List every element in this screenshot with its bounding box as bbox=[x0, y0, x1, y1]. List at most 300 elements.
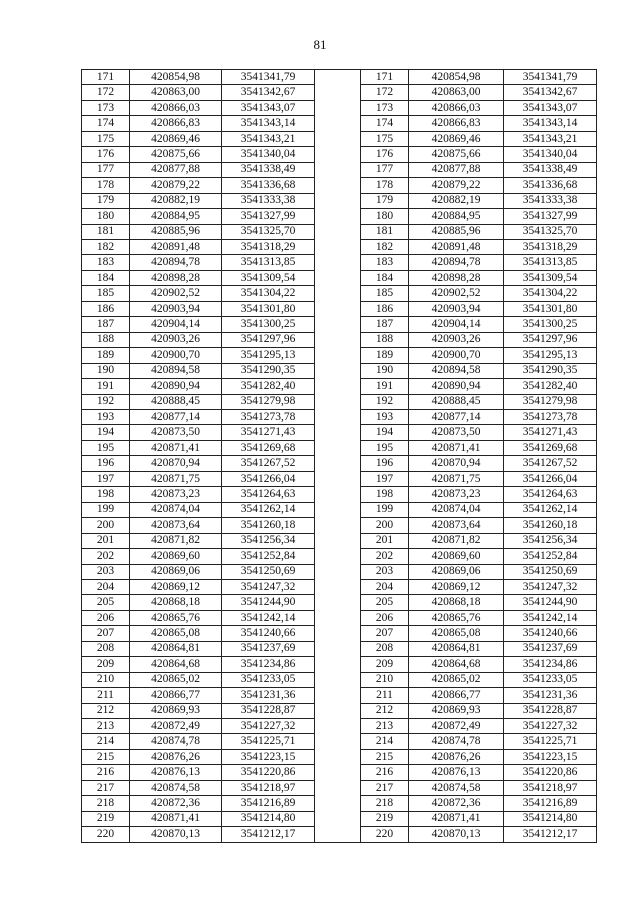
left-y-coordinate-cell: 3541244,90 bbox=[222, 595, 315, 610]
left-x-coordinate-cell: 420870,94 bbox=[130, 456, 222, 471]
left-y-coordinate-cell: 3541295,13 bbox=[222, 348, 315, 363]
right-point-number-cell: 184 bbox=[361, 270, 409, 285]
left-x-coordinate-cell: 420877,88 bbox=[130, 162, 222, 177]
left-x-coordinate-cell: 420894,78 bbox=[130, 255, 222, 270]
right-y-coordinate-cell: 3541271,43 bbox=[504, 425, 597, 440]
left-point-number-cell: 200 bbox=[82, 518, 130, 533]
column-gap bbox=[315, 579, 361, 594]
right-x-coordinate-cell: 420890,94 bbox=[409, 379, 504, 394]
left-y-coordinate-cell: 3541309,54 bbox=[222, 270, 315, 285]
table-row bbox=[82, 827, 597, 842]
left-y-coordinate-cell: 3541247,32 bbox=[222, 579, 315, 594]
table-row bbox=[82, 657, 597, 672]
left-point-number-cell: 202 bbox=[82, 549, 130, 564]
right-x-coordinate-cell: 420903,26 bbox=[409, 332, 504, 347]
left-y-coordinate-cell: 3541216,89 bbox=[222, 796, 315, 811]
left-y-coordinate-cell: 3541234,86 bbox=[222, 657, 315, 672]
left-point-number-cell: 182 bbox=[82, 239, 130, 254]
right-y-coordinate-cell: 3541282,40 bbox=[504, 379, 597, 394]
left-x-coordinate-cell: 420864,81 bbox=[130, 641, 222, 656]
left-y-coordinate-cell: 3541227,32 bbox=[222, 719, 315, 734]
left-y-coordinate-cell: 3541269,68 bbox=[222, 440, 315, 455]
right-point-number-cell: 173 bbox=[361, 100, 409, 115]
right-x-coordinate-cell: 420870,94 bbox=[409, 456, 504, 471]
left-y-coordinate-cell: 3541256,34 bbox=[222, 533, 315, 548]
right-y-coordinate-cell: 3541341,79 bbox=[504, 70, 597, 85]
table-row bbox=[82, 487, 597, 502]
right-y-coordinate-cell: 3541273,78 bbox=[504, 409, 597, 424]
left-point-number-cell: 203 bbox=[82, 564, 130, 579]
right-point-number-cell: 178 bbox=[361, 178, 409, 193]
left-point-number-cell: 178 bbox=[82, 178, 130, 193]
right-x-coordinate-cell: 420854,98 bbox=[409, 70, 504, 85]
left-y-coordinate-cell: 3541220,86 bbox=[222, 765, 315, 780]
right-x-coordinate-cell: 420872,36 bbox=[409, 796, 504, 811]
right-y-coordinate-cell: 3541240,66 bbox=[504, 626, 597, 641]
right-y-coordinate-cell: 3541336,68 bbox=[504, 178, 597, 193]
column-gap bbox=[315, 487, 361, 502]
left-point-number-cell: 185 bbox=[82, 286, 130, 301]
right-point-number-cell: 202 bbox=[361, 549, 409, 564]
left-point-number-cell: 198 bbox=[82, 487, 130, 502]
left-x-coordinate-cell: 420903,94 bbox=[130, 301, 222, 316]
right-x-coordinate-cell: 420874,04 bbox=[409, 502, 504, 517]
left-point-number-cell: 214 bbox=[82, 734, 130, 749]
right-y-coordinate-cell: 3541231,36 bbox=[504, 688, 597, 703]
left-point-number-cell: 219 bbox=[82, 811, 130, 826]
right-point-number-cell: 175 bbox=[361, 131, 409, 146]
right-y-coordinate-cell: 3541242,14 bbox=[504, 610, 597, 625]
column-gap bbox=[315, 641, 361, 656]
left-point-number-cell: 172 bbox=[82, 85, 130, 100]
left-x-coordinate-cell: 420900,70 bbox=[130, 348, 222, 363]
right-y-coordinate-cell: 3541237,69 bbox=[504, 641, 597, 656]
left-x-coordinate-cell: 420865,02 bbox=[130, 672, 222, 687]
table-row bbox=[82, 85, 597, 100]
right-point-number-cell: 205 bbox=[361, 595, 409, 610]
column-gap bbox=[315, 425, 361, 440]
left-point-number-cell: 177 bbox=[82, 162, 130, 177]
column-gap bbox=[315, 409, 361, 424]
left-point-number-cell: 186 bbox=[82, 301, 130, 316]
table-row bbox=[82, 518, 597, 533]
column-gap bbox=[315, 657, 361, 672]
right-x-coordinate-cell: 420869,06 bbox=[409, 564, 504, 579]
right-y-coordinate-cell: 3541214,80 bbox=[504, 811, 597, 826]
left-y-coordinate-cell: 3541300,25 bbox=[222, 317, 315, 332]
right-x-coordinate-cell: 420877,14 bbox=[409, 409, 504, 424]
left-y-coordinate-cell: 3541333,38 bbox=[222, 193, 315, 208]
left-y-coordinate-cell: 3541231,36 bbox=[222, 688, 315, 703]
left-y-coordinate-cell: 3541290,35 bbox=[222, 363, 315, 378]
right-y-coordinate-cell: 3541313,85 bbox=[504, 255, 597, 270]
right-point-number-cell: 192 bbox=[361, 394, 409, 409]
left-point-number-cell: 201 bbox=[82, 533, 130, 548]
table-row bbox=[82, 564, 597, 579]
left-x-coordinate-cell: 420868,18 bbox=[130, 595, 222, 610]
left-point-number-cell: 190 bbox=[82, 363, 130, 378]
right-point-number-cell: 213 bbox=[361, 719, 409, 734]
right-x-coordinate-cell: 420870,13 bbox=[409, 827, 504, 842]
right-point-number-cell: 215 bbox=[361, 749, 409, 764]
column-gap bbox=[315, 224, 361, 239]
right-y-coordinate-cell: 3541300,25 bbox=[504, 317, 597, 332]
left-x-coordinate-cell: 420888,45 bbox=[130, 394, 222, 409]
table-row bbox=[82, 688, 597, 703]
column-gap bbox=[315, 719, 361, 734]
right-y-coordinate-cell: 3541212,17 bbox=[504, 827, 597, 842]
right-x-coordinate-cell: 420872,49 bbox=[409, 719, 504, 734]
column-gap bbox=[315, 703, 361, 718]
table-row bbox=[82, 317, 597, 332]
right-x-coordinate-cell: 420865,08 bbox=[409, 626, 504, 641]
right-point-number-cell: 174 bbox=[361, 116, 409, 131]
left-x-coordinate-cell: 420876,13 bbox=[130, 765, 222, 780]
right-y-coordinate-cell: 3541225,71 bbox=[504, 734, 597, 749]
right-y-coordinate-cell: 3541266,04 bbox=[504, 471, 597, 486]
left-point-number-cell: 210 bbox=[82, 672, 130, 687]
right-point-number-cell: 201 bbox=[361, 533, 409, 548]
left-y-coordinate-cell: 3541342,67 bbox=[222, 85, 315, 100]
right-point-number-cell: 218 bbox=[361, 796, 409, 811]
right-x-coordinate-cell: 420904,14 bbox=[409, 317, 504, 332]
right-y-coordinate-cell: 3541343,21 bbox=[504, 131, 597, 146]
table-row bbox=[82, 147, 597, 162]
left-point-number-cell: 179 bbox=[82, 193, 130, 208]
left-point-number-cell: 183 bbox=[82, 255, 130, 270]
column-gap bbox=[315, 549, 361, 564]
left-point-number-cell: 173 bbox=[82, 100, 130, 115]
left-point-number-cell: 181 bbox=[82, 224, 130, 239]
right-x-coordinate-cell: 420873,50 bbox=[409, 425, 504, 440]
left-x-coordinate-cell: 420894,58 bbox=[130, 363, 222, 378]
right-point-number-cell: 187 bbox=[361, 317, 409, 332]
left-point-number-cell: 213 bbox=[82, 719, 130, 734]
right-point-number-cell: 189 bbox=[361, 348, 409, 363]
right-x-coordinate-cell: 420866,03 bbox=[409, 100, 504, 115]
right-y-coordinate-cell: 3541342,67 bbox=[504, 85, 597, 100]
left-y-coordinate-cell: 3541262,14 bbox=[222, 502, 315, 517]
right-y-coordinate-cell: 3541247,32 bbox=[504, 579, 597, 594]
right-x-coordinate-cell: 420868,18 bbox=[409, 595, 504, 610]
left-y-coordinate-cell: 3541343,07 bbox=[222, 100, 315, 115]
left-x-coordinate-cell: 420865,76 bbox=[130, 610, 222, 625]
right-x-coordinate-cell: 420869,93 bbox=[409, 703, 504, 718]
right-point-number-cell: 181 bbox=[361, 224, 409, 239]
right-point-number-cell: 203 bbox=[361, 564, 409, 579]
left-y-coordinate-cell: 3541233,05 bbox=[222, 672, 315, 687]
left-x-coordinate-cell: 420869,60 bbox=[130, 549, 222, 564]
right-x-coordinate-cell: 420873,23 bbox=[409, 487, 504, 502]
left-y-coordinate-cell: 3541336,68 bbox=[222, 178, 315, 193]
right-y-coordinate-cell: 3541262,14 bbox=[504, 502, 597, 517]
left-point-number-cell: 211 bbox=[82, 688, 130, 703]
column-gap bbox=[315, 301, 361, 316]
left-point-number-cell: 215 bbox=[82, 749, 130, 764]
right-point-number-cell: 193 bbox=[361, 409, 409, 424]
left-y-coordinate-cell: 3541228,87 bbox=[222, 703, 315, 718]
right-point-number-cell: 211 bbox=[361, 688, 409, 703]
left-x-coordinate-cell: 420879,22 bbox=[130, 178, 222, 193]
left-y-coordinate-cell: 3541223,15 bbox=[222, 749, 315, 764]
left-y-coordinate-cell: 3541304,22 bbox=[222, 286, 315, 301]
right-point-number-cell: 177 bbox=[361, 162, 409, 177]
table-row bbox=[82, 502, 597, 517]
table-row bbox=[82, 703, 597, 718]
left-y-coordinate-cell: 3541338,49 bbox=[222, 162, 315, 177]
left-y-coordinate-cell: 3541340,04 bbox=[222, 147, 315, 162]
left-y-coordinate-cell: 3541297,96 bbox=[222, 332, 315, 347]
left-x-coordinate-cell: 420890,94 bbox=[130, 379, 222, 394]
left-point-number-cell: 216 bbox=[82, 765, 130, 780]
left-x-coordinate-cell: 420903,26 bbox=[130, 332, 222, 347]
left-x-coordinate-cell: 420865,08 bbox=[130, 626, 222, 641]
left-point-number-cell: 187 bbox=[82, 317, 130, 332]
right-point-number-cell: 176 bbox=[361, 147, 409, 162]
right-point-number-cell: 210 bbox=[361, 672, 409, 687]
left-y-coordinate-cell: 3541301,80 bbox=[222, 301, 315, 316]
left-y-coordinate-cell: 3541343,14 bbox=[222, 116, 315, 131]
right-point-number-cell: 190 bbox=[361, 363, 409, 378]
left-x-coordinate-cell: 420885,96 bbox=[130, 224, 222, 239]
left-y-coordinate-cell: 3541341,79 bbox=[222, 70, 315, 85]
right-y-coordinate-cell: 3541333,38 bbox=[504, 193, 597, 208]
left-x-coordinate-cell: 420869,12 bbox=[130, 579, 222, 594]
right-x-coordinate-cell: 420871,41 bbox=[409, 811, 504, 826]
table-row bbox=[82, 780, 597, 795]
right-y-coordinate-cell: 3541244,90 bbox=[504, 595, 597, 610]
left-x-coordinate-cell: 420869,93 bbox=[130, 703, 222, 718]
table-row bbox=[82, 394, 597, 409]
table-row bbox=[82, 409, 597, 424]
left-x-coordinate-cell: 420871,82 bbox=[130, 533, 222, 548]
right-x-coordinate-cell: 420875,66 bbox=[409, 147, 504, 162]
right-y-coordinate-cell: 3541301,80 bbox=[504, 301, 597, 316]
column-gap bbox=[315, 379, 361, 394]
right-x-coordinate-cell: 420903,94 bbox=[409, 301, 504, 316]
left-point-number-cell: 184 bbox=[82, 270, 130, 285]
right-x-coordinate-cell: 420898,28 bbox=[409, 270, 504, 285]
table-row bbox=[82, 255, 597, 270]
column-gap bbox=[315, 780, 361, 795]
left-x-coordinate-cell: 420866,83 bbox=[130, 116, 222, 131]
left-point-number-cell: 199 bbox=[82, 502, 130, 517]
right-point-number-cell: 209 bbox=[361, 657, 409, 672]
left-x-coordinate-cell: 420872,36 bbox=[130, 796, 222, 811]
table-row bbox=[82, 286, 597, 301]
left-point-number-cell: 196 bbox=[82, 456, 130, 471]
left-y-coordinate-cell: 3541214,80 bbox=[222, 811, 315, 826]
column-gap bbox=[315, 332, 361, 347]
right-x-coordinate-cell: 420894,78 bbox=[409, 255, 504, 270]
right-point-number-cell: 194 bbox=[361, 425, 409, 440]
table-row bbox=[82, 100, 597, 115]
left-y-coordinate-cell: 3541264,63 bbox=[222, 487, 315, 502]
right-y-coordinate-cell: 3541279,98 bbox=[504, 394, 597, 409]
right-y-coordinate-cell: 3541227,32 bbox=[504, 719, 597, 734]
left-x-coordinate-cell: 420869,06 bbox=[130, 564, 222, 579]
left-x-coordinate-cell: 420854,98 bbox=[130, 70, 222, 85]
left-x-coordinate-cell: 420891,48 bbox=[130, 239, 222, 254]
left-y-coordinate-cell: 3541282,40 bbox=[222, 379, 315, 394]
table-row bbox=[82, 116, 597, 131]
right-point-number-cell: 216 bbox=[361, 765, 409, 780]
right-x-coordinate-cell: 420874,58 bbox=[409, 780, 504, 795]
right-y-coordinate-cell: 3541234,86 bbox=[504, 657, 597, 672]
right-point-number-cell: 220 bbox=[361, 827, 409, 842]
column-gap bbox=[315, 502, 361, 517]
left-x-coordinate-cell: 420866,03 bbox=[130, 100, 222, 115]
table-row bbox=[82, 719, 597, 734]
right-y-coordinate-cell: 3541220,86 bbox=[504, 765, 597, 780]
column-gap bbox=[315, 811, 361, 826]
table-row bbox=[82, 270, 597, 285]
table-row bbox=[82, 796, 597, 811]
left-x-coordinate-cell: 420884,95 bbox=[130, 209, 222, 224]
column-gap bbox=[315, 209, 361, 224]
left-x-coordinate-cell: 420877,14 bbox=[130, 409, 222, 424]
right-y-coordinate-cell: 3541318,29 bbox=[504, 239, 597, 254]
right-x-coordinate-cell: 420879,22 bbox=[409, 178, 504, 193]
right-point-number-cell: 204 bbox=[361, 579, 409, 594]
column-gap bbox=[315, 688, 361, 703]
column-gap bbox=[315, 734, 361, 749]
table-row bbox=[82, 425, 597, 440]
left-y-coordinate-cell: 3541279,98 bbox=[222, 394, 315, 409]
column-gap bbox=[315, 286, 361, 301]
left-point-number-cell: 206 bbox=[82, 610, 130, 625]
left-point-number-cell: 195 bbox=[82, 440, 130, 455]
left-point-number-cell: 205 bbox=[82, 595, 130, 610]
column-gap bbox=[315, 456, 361, 471]
column-gap bbox=[315, 85, 361, 100]
left-x-coordinate-cell: 420882,19 bbox=[130, 193, 222, 208]
right-x-coordinate-cell: 420873,64 bbox=[409, 518, 504, 533]
right-point-number-cell: 199 bbox=[361, 502, 409, 517]
column-gap bbox=[315, 239, 361, 254]
right-y-coordinate-cell: 3541216,89 bbox=[504, 796, 597, 811]
right-point-number-cell: 188 bbox=[361, 332, 409, 347]
table-row bbox=[82, 734, 597, 749]
left-point-number-cell: 204 bbox=[82, 579, 130, 594]
left-point-number-cell: 194 bbox=[82, 425, 130, 440]
coordinates-table bbox=[81, 69, 597, 843]
right-point-number-cell: 214 bbox=[361, 734, 409, 749]
page-number: 81 bbox=[313, 37, 327, 52]
right-y-coordinate-cell: 3541295,13 bbox=[504, 348, 597, 363]
left-point-number-cell: 207 bbox=[82, 626, 130, 641]
left-y-coordinate-cell: 3541343,21 bbox=[222, 131, 315, 146]
column-gap bbox=[315, 317, 361, 332]
right-y-coordinate-cell: 3541260,18 bbox=[504, 518, 597, 533]
right-point-number-cell: 197 bbox=[361, 471, 409, 486]
left-y-coordinate-cell: 3541327,99 bbox=[222, 209, 315, 224]
right-point-number-cell: 185 bbox=[361, 286, 409, 301]
left-y-coordinate-cell: 3541318,29 bbox=[222, 239, 315, 254]
right-x-coordinate-cell: 420902,52 bbox=[409, 286, 504, 301]
left-x-coordinate-cell: 420904,14 bbox=[130, 317, 222, 332]
right-x-coordinate-cell: 420866,83 bbox=[409, 116, 504, 131]
right-y-coordinate-cell: 3541297,96 bbox=[504, 332, 597, 347]
right-x-coordinate-cell: 420866,77 bbox=[409, 688, 504, 703]
right-y-coordinate-cell: 3541252,84 bbox=[504, 549, 597, 564]
left-point-number-cell: 171 bbox=[82, 70, 130, 85]
left-y-coordinate-cell: 3541313,85 bbox=[222, 255, 315, 270]
right-y-coordinate-cell: 3541269,68 bbox=[504, 440, 597, 455]
left-x-coordinate-cell: 420875,66 bbox=[130, 147, 222, 162]
table-row bbox=[82, 533, 597, 548]
left-x-coordinate-cell: 420874,78 bbox=[130, 734, 222, 749]
right-x-coordinate-cell: 420869,46 bbox=[409, 131, 504, 146]
left-x-coordinate-cell: 420864,68 bbox=[130, 657, 222, 672]
table-row bbox=[82, 224, 597, 239]
right-x-coordinate-cell: 420891,48 bbox=[409, 239, 504, 254]
table-row bbox=[82, 672, 597, 687]
column-gap bbox=[315, 348, 361, 363]
left-point-number-cell: 174 bbox=[82, 116, 130, 131]
table-row bbox=[82, 765, 597, 780]
left-y-coordinate-cell: 3541267,52 bbox=[222, 456, 315, 471]
table-row bbox=[82, 209, 597, 224]
right-point-number-cell: 206 bbox=[361, 610, 409, 625]
left-point-number-cell: 193 bbox=[82, 409, 130, 424]
column-gap bbox=[315, 827, 361, 842]
table-row bbox=[82, 348, 597, 363]
right-point-number-cell: 183 bbox=[361, 255, 409, 270]
table-row bbox=[82, 131, 597, 146]
left-x-coordinate-cell: 420873,50 bbox=[130, 425, 222, 440]
left-y-coordinate-cell: 3541260,18 bbox=[222, 518, 315, 533]
column-gap bbox=[315, 765, 361, 780]
right-y-coordinate-cell: 3541233,05 bbox=[504, 672, 597, 687]
right-x-coordinate-cell: 420900,70 bbox=[409, 348, 504, 363]
right-x-coordinate-cell: 420869,12 bbox=[409, 579, 504, 594]
right-point-number-cell: 191 bbox=[361, 379, 409, 394]
right-x-coordinate-cell: 420871,75 bbox=[409, 471, 504, 486]
left-y-coordinate-cell: 3541325,70 bbox=[222, 224, 315, 239]
left-x-coordinate-cell: 420863,00 bbox=[130, 85, 222, 100]
right-x-coordinate-cell: 420864,68 bbox=[409, 657, 504, 672]
column-gap bbox=[315, 193, 361, 208]
left-point-number-cell: 176 bbox=[82, 147, 130, 162]
right-x-coordinate-cell: 420871,82 bbox=[409, 533, 504, 548]
right-y-coordinate-cell: 3541290,35 bbox=[504, 363, 597, 378]
right-y-coordinate-cell: 3541309,54 bbox=[504, 270, 597, 285]
right-x-coordinate-cell: 420882,19 bbox=[409, 193, 504, 208]
left-y-coordinate-cell: 3541273,78 bbox=[222, 409, 315, 424]
right-y-coordinate-cell: 3541267,52 bbox=[504, 456, 597, 471]
right-point-number-cell: 180 bbox=[361, 209, 409, 224]
table-row bbox=[82, 193, 597, 208]
column-gap bbox=[315, 270, 361, 285]
table-row bbox=[82, 440, 597, 455]
left-x-coordinate-cell: 420870,13 bbox=[130, 827, 222, 842]
left-x-coordinate-cell: 420873,64 bbox=[130, 518, 222, 533]
left-y-coordinate-cell: 3541252,84 bbox=[222, 549, 315, 564]
table-row bbox=[82, 471, 597, 486]
left-x-coordinate-cell: 420871,41 bbox=[130, 811, 222, 826]
table-row bbox=[82, 178, 597, 193]
right-y-coordinate-cell: 3541343,14 bbox=[504, 116, 597, 131]
left-point-number-cell: 191 bbox=[82, 379, 130, 394]
right-y-coordinate-cell: 3541218,97 bbox=[504, 780, 597, 795]
right-x-coordinate-cell: 420877,88 bbox=[409, 162, 504, 177]
right-y-coordinate-cell: 3541340,04 bbox=[504, 147, 597, 162]
table-row bbox=[82, 239, 597, 254]
right-x-coordinate-cell: 420876,26 bbox=[409, 749, 504, 764]
right-point-number-cell: 207 bbox=[361, 626, 409, 641]
right-point-number-cell: 208 bbox=[361, 641, 409, 656]
